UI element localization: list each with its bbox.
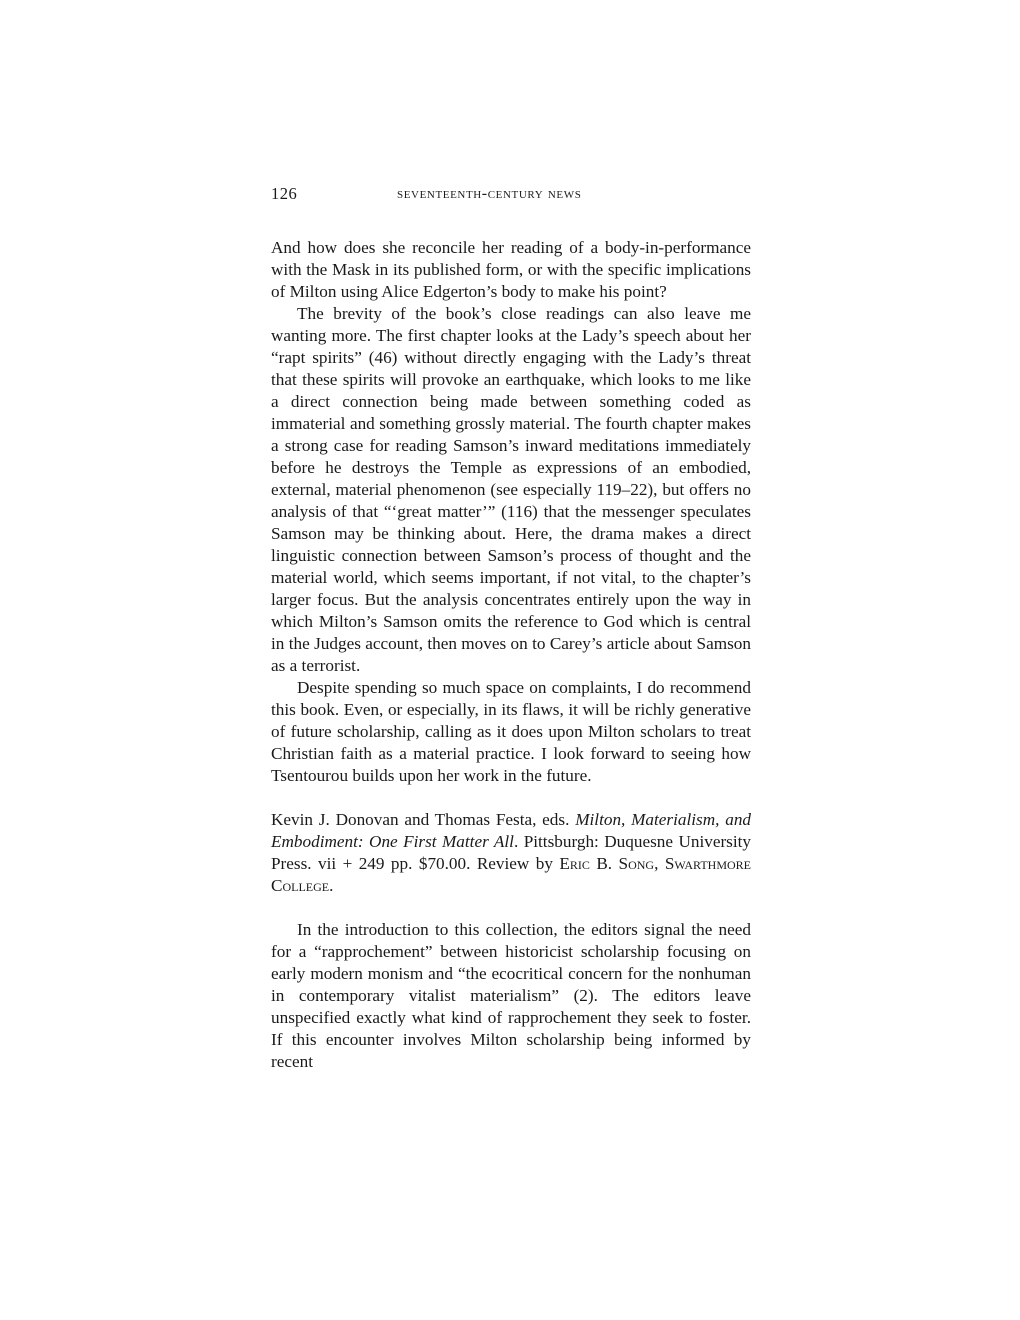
paragraph: Despite spending so much space on complaints, I do recommend this book. Even, or especially, in its flaws, it will be richly generative of future scholarship, calling as it does upon Milton scholars to treat Christian faith as a material practice. I look forward to seeing how Tsentourou builds upon her work in the future.: [271, 678, 751, 785]
page-number: 126: [271, 184, 298, 203]
citation-text: [271, 809, 751, 897]
journal-title: seventeenth-century news: [397, 185, 582, 202]
review-one-text: [271, 237, 751, 787]
running-head: [271, 183, 751, 205]
citation-editors: Kevin J. Donovan and Thomas Festa, eds.: [271, 810, 570, 829]
paragraph: In the introduction to this collection, the editors signal the need for a “rapprochement” between historicist scholarship focusing on early modern monism and “the ecocritical concern for the nonhuman in contemporary vitalist materialism” (2). The editors leave unspecified exactly what kind of rapprochement they seek to foster. If this encounter involves Milton scholarship being informed by recent: [271, 920, 751, 1071]
review-citation: [271, 809, 751, 897]
book-title: Milton, Materialism, and Embodiment: One First Matter All: [271, 810, 752, 851]
paragraph: And how does she reconcile her reading of a body-in-performance with the Mask in its published form, or with the specific implications of Milton using Alice Edgerton’s body to make his point?: [271, 238, 751, 301]
reviewer-name: Eric B. Song, Swarthmore College: [271, 854, 751, 895]
citation-publication: . Pittsburgh: Duquesne University Press. vii + 249 pp. $70.00. Review by: [271, 832, 751, 873]
review-two-text: [271, 919, 751, 1073]
citation-end: .: [329, 876, 334, 895]
paragraph: The brevity of the book’s close readings can also leave me wanting more. The first chapter looks at the Lady’s speech about her “rapt spirits” (46) without directly engaging with the Lady’s threat that these spirits will provoke an earthquake, which looks to me like a direct connection being made between something coded as immaterial and something grossly material. The fourth chapter makes a strong case for reading Samson’s inward meditations immediately before he destroys the Temple as expressions of an embodied, external, material phenomenon (see especially 119–22), but offers no analysis of that “‘great matter’” (116) that the messenger speculates Samson may be thinking about. Here, the drama makes a direct linguistic connection between Samson’s process of thought and the material world, which seems important, if not vital, to the chapter’s larger focus. But the analysis concentrates entirely upon the way in which Milton’s Samson omits the reference to God which is central in the Judges account, then moves on to Carey’s article about Samson as a terrorist.: [271, 304, 751, 675]
